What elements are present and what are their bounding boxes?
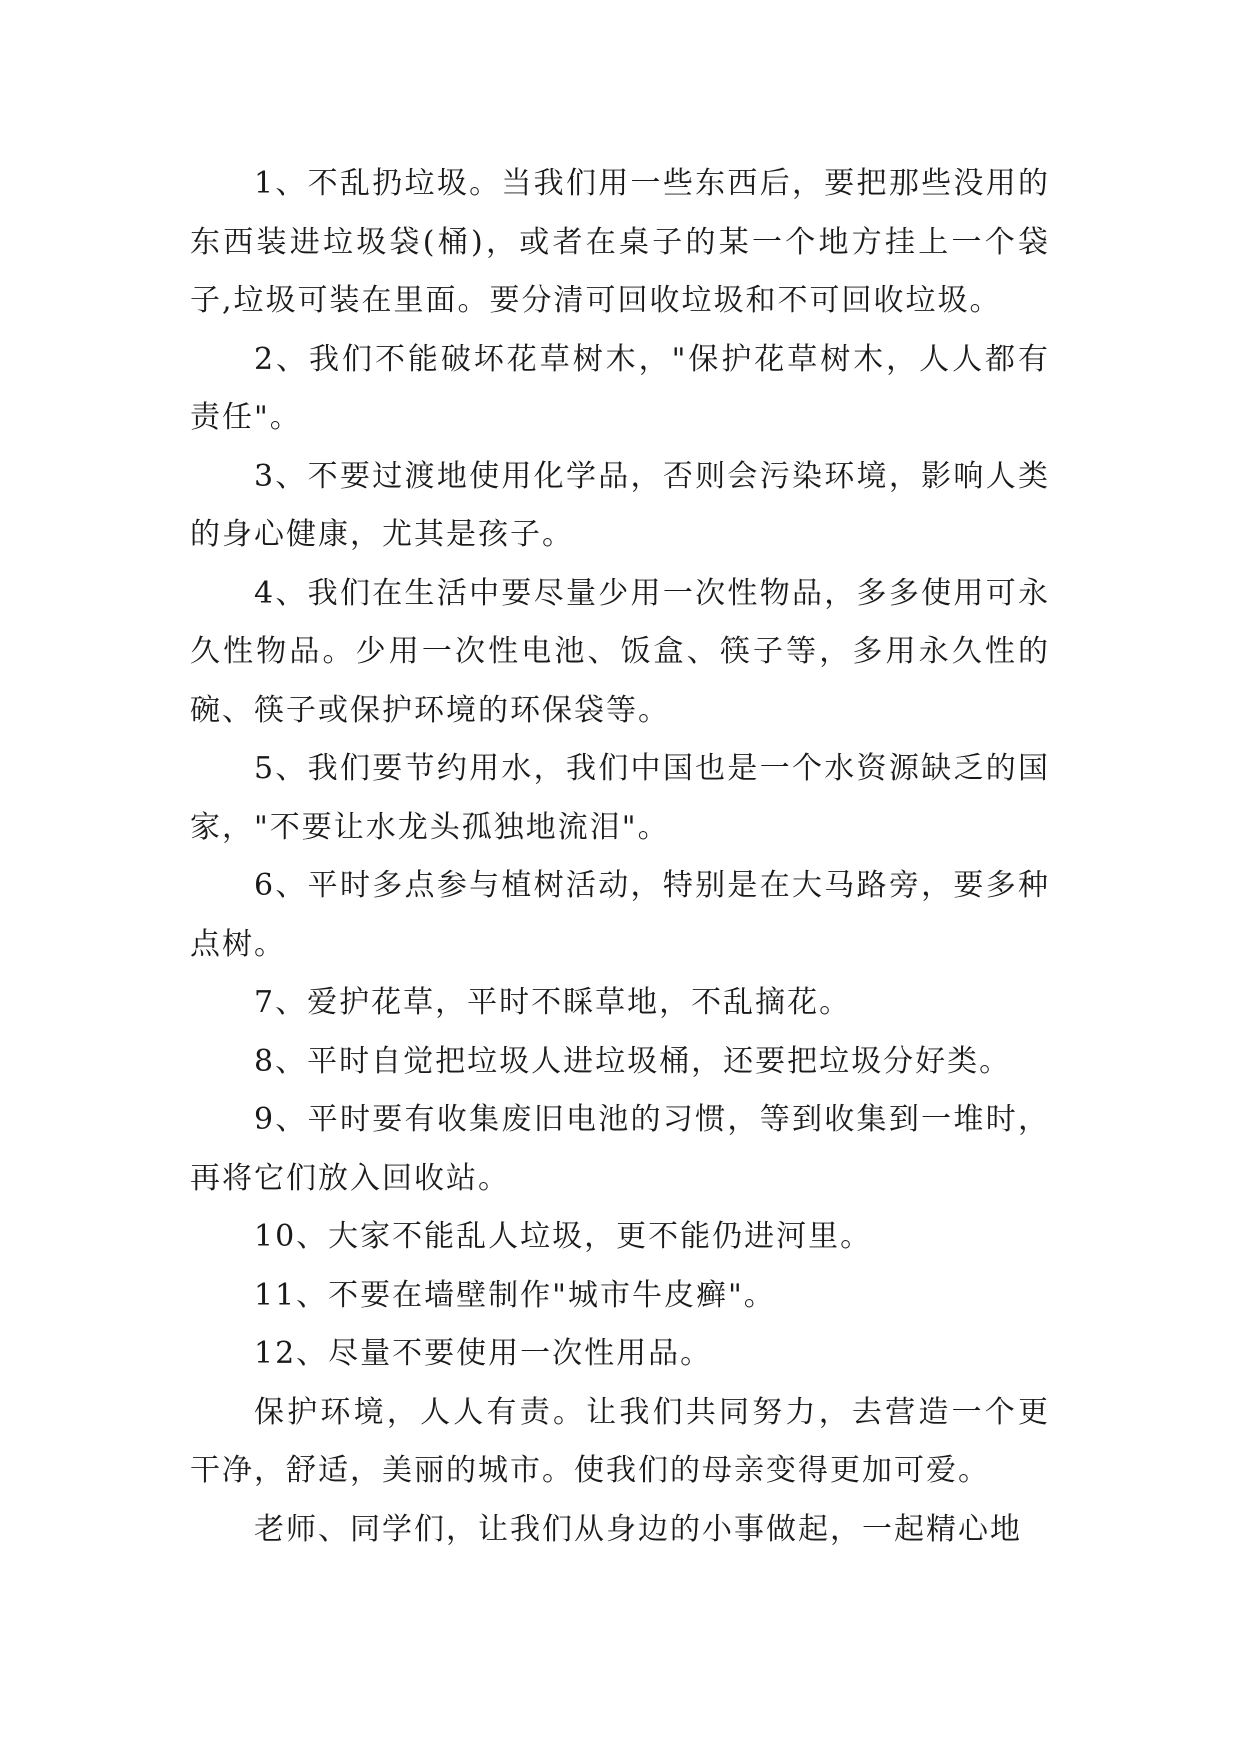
paragraph-item-1: 1、不乱扔垃圾。当我们用一些东西后，要把那些没用的东西装进垃圾袋(桶)，或者在桌子的某一个地方挂上一个袋子,垃圾可装在里面。要分清可回收垃圾和不可回收垃圾。 xyxy=(190,166,1050,318)
document-body xyxy=(190,155,1050,1559)
paragraph-item-11: 11、不要在墙壁制作"城市牛皮癣"。 xyxy=(254,1277,776,1313)
paragraph-item-7: 7、爱护花草，平时不睬草地，不乱摘花。 xyxy=(254,985,852,1020)
paragraph-item-5: 5、我们要节约用水，我们中国也是一个水资源缺乏的国家，"不要让水龙头孤独地流泪"。 xyxy=(190,751,1050,845)
paragraph-conclusion: 保护环境，人人有责。让我们共同努力，去营造一个更干净，舒适，美丽的城市。使我们的母亲变得更加可爱。 xyxy=(190,1394,1050,1488)
paragraph-closing: 老师、同学们，让我们从身边的小事做起，一起精心地 xyxy=(254,1511,1022,1547)
paragraph-item-12: 12、尽量不要使用一次性用品。 xyxy=(254,1336,713,1371)
paragraph-item-2: 2、我们不能破坏花草树木，"保护花草树木，人人都有责任"。 xyxy=(190,341,1050,435)
paragraph-item-9: 9、平时要有收集废旧电池的习惯，等到收集到一堆时，再将它们放入回收站。 xyxy=(190,1102,1050,1196)
paragraph-item-8: 8、平时自觉把垃圾人进垃圾桶，还要把垃圾分好类。 xyxy=(254,1043,1012,1079)
paragraph-item-3: 3、不要过渡地使用化学品，否则会污染环境，影响人类的身心健康，尤其是孩子。 xyxy=(190,458,1050,552)
paragraph-item-10: 10、大家不能乱人垃圾，更不能仍进河里。 xyxy=(254,1219,873,1254)
paragraph-item-4: 4、我们在生活中要尽量少用一次性物品，多多使用可永久性物品。少用一次性电池、饭盒、筷子等，多用永久性的碗、筷子或保护环境的环保袋等。 xyxy=(190,575,1050,728)
paragraph-item-6: 6、平时多点参与植树活动，特别是在大马路旁，要多种点树。 xyxy=(190,868,1050,962)
